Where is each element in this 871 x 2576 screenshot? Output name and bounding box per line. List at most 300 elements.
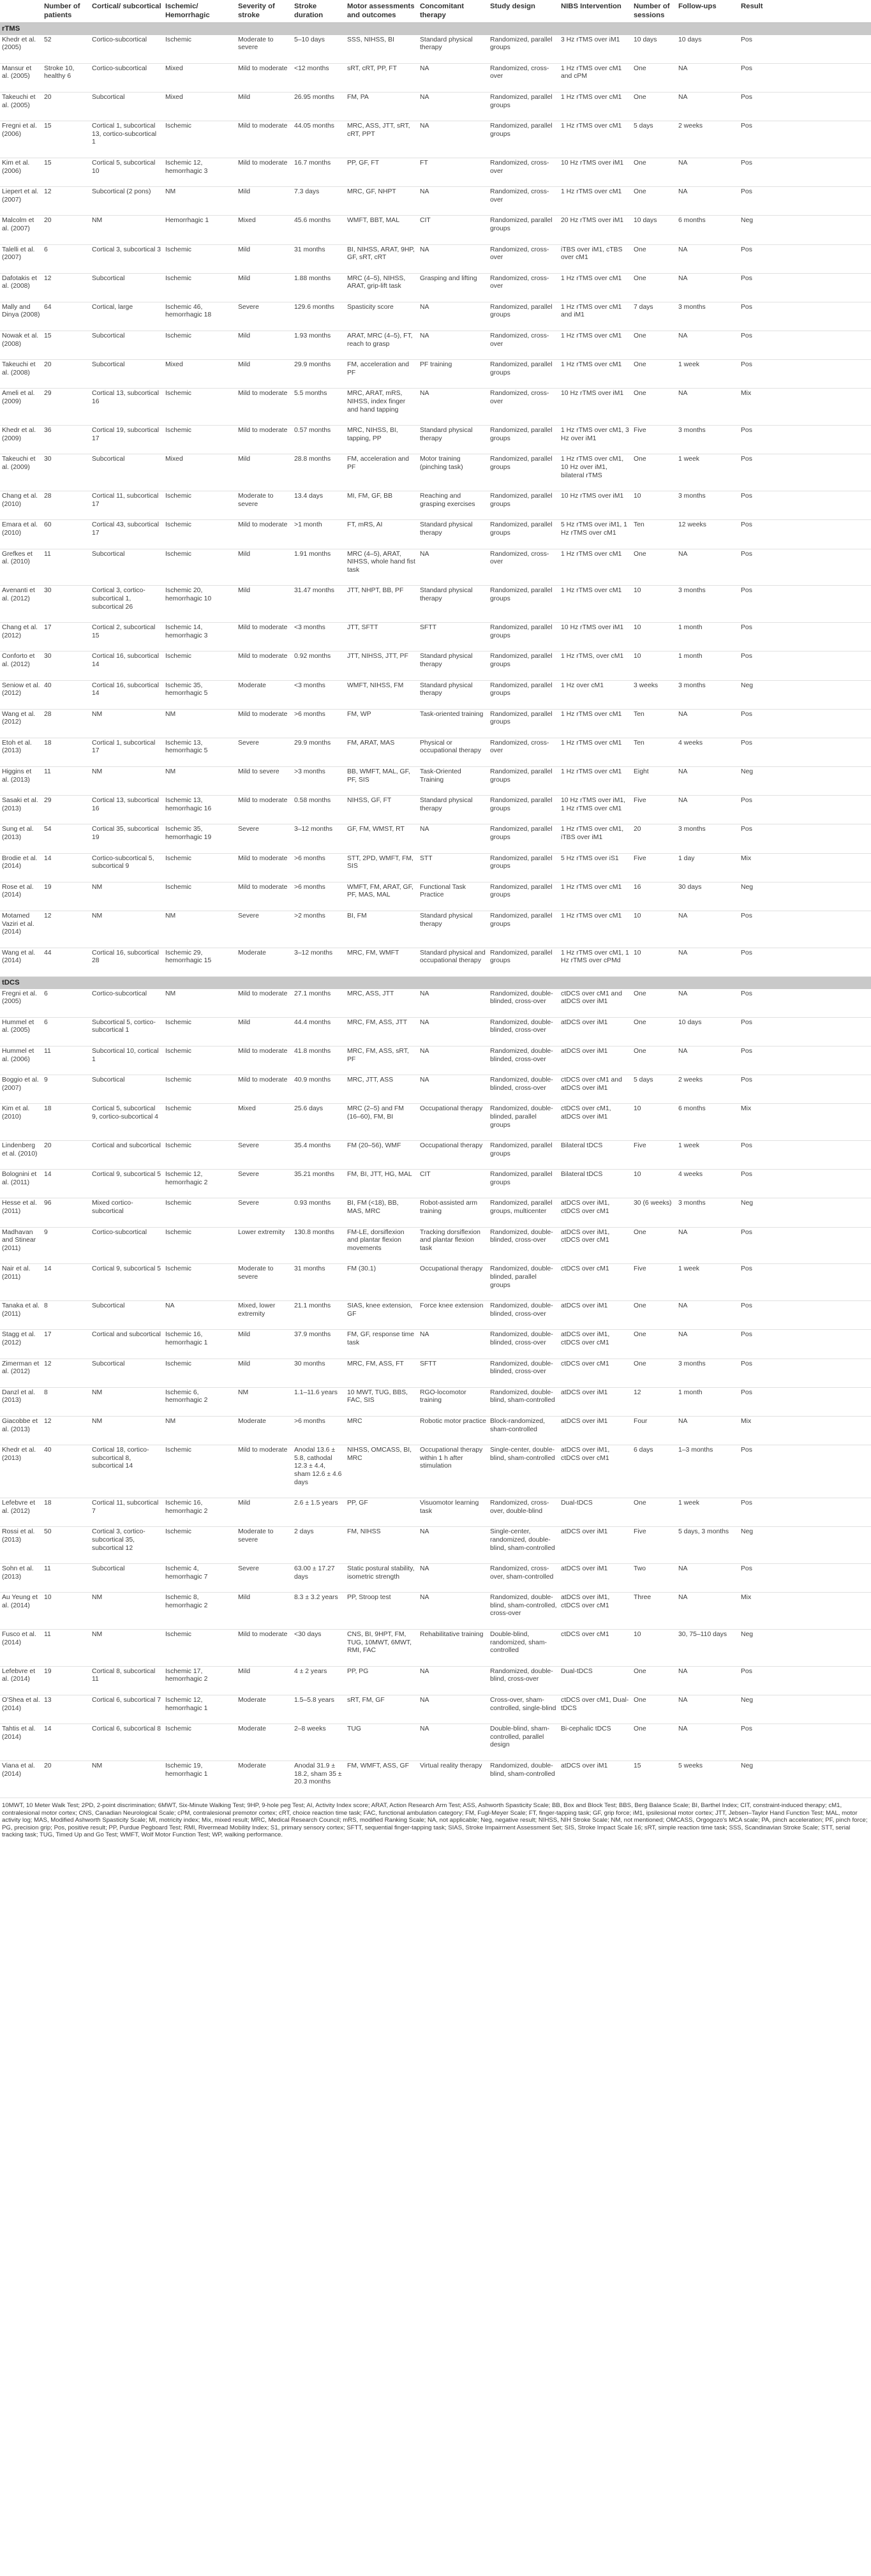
table-cell: 35.4 months: [292, 1141, 345, 1170]
table-cell: 14: [42, 1170, 90, 1198]
table-cell: Ischemic: [163, 549, 236, 586]
table-cell: 35.21 months: [292, 1170, 345, 1198]
table-cell: Mild: [236, 549, 292, 586]
table-cell: 10: [632, 623, 676, 651]
table-cell: 12: [42, 1359, 90, 1387]
table-cell: Standard physical therapy: [418, 651, 488, 680]
table-cell: 19: [42, 882, 90, 911]
table-cell: Randomized, double-blind, sham-controlled: [488, 1387, 559, 1416]
table-cell: Pos: [739, 824, 871, 853]
table-cell: Pos: [739, 121, 871, 158]
table-cell: NA: [418, 389, 488, 426]
table-cell: Mild: [236, 1330, 292, 1359]
table-cell: One: [632, 244, 676, 273]
table-cell: NIHSS, OMCASS, BI, MRC: [345, 1445, 418, 1498]
table-cell: Mild to moderate: [236, 63, 292, 92]
table-cell: NA: [676, 709, 739, 738]
table-cell: One: [632, 331, 676, 360]
table-cell: 60: [42, 520, 90, 549]
table-cell: 6: [42, 1017, 90, 1046]
table-cell: Subcortical: [90, 92, 163, 121]
table-cell: Randomized, parallel groups: [488, 92, 559, 121]
table-cell: 36: [42, 426, 90, 454]
table-cell: Randomized, double-blind, cross-over: [488, 1666, 559, 1695]
table-row: [0, 158, 871, 186]
table-cell: Hummel et al. (2006): [0, 1046, 42, 1075]
table-cell: Pos: [739, 426, 871, 454]
table-cell: Fusco et al. (2014): [0, 1630, 42, 1667]
table-cell: Ischemic 35, hemorrhagic 19: [163, 824, 236, 853]
table-cell: 17: [42, 1330, 90, 1359]
table-cell: Ischemic 46, hemorrhagic 18: [163, 302, 236, 331]
table-cell: 10 Hz rTMS over iM1: [559, 389, 632, 426]
table-cell: NA: [418, 92, 488, 121]
table-cell: NA: [418, 244, 488, 273]
table-cell: Ischemic 13, hemorrhagic 16: [163, 796, 236, 824]
table-row: [0, 1527, 871, 1564]
table-cell: Ischemic: [163, 1724, 236, 1761]
table-cell: 11: [42, 1630, 90, 1667]
table-cell: Cortical 9, subcortical 5: [90, 1170, 163, 1198]
table-cell: Emara et al. (2010): [0, 520, 42, 549]
table-cell: SIAS, knee extension, GF: [345, 1301, 418, 1330]
table-cell: Three: [632, 1593, 676, 1630]
table-cell: Five: [632, 1141, 676, 1170]
table-row: [0, 1695, 871, 1724]
table-cell: 26.95 months: [292, 92, 345, 121]
table-cell: 1–3 months: [676, 1445, 739, 1498]
table-cell: FM, acceleration and PF: [345, 360, 418, 389]
table-cell: Mansur et al. (2005): [0, 63, 42, 92]
table-cell: 30: [42, 454, 90, 491]
table-row: [0, 63, 871, 92]
table-cell: BI, FM: [345, 911, 418, 948]
table-cell: Pos: [739, 1170, 871, 1198]
table-cell: 16.7 months: [292, 158, 345, 186]
header-ischemic-hemorrhagic: Ischemic/ Hemorrhagic: [163, 0, 236, 23]
table-cell: MRC: [345, 1416, 418, 1445]
table-cell: Pos: [739, 738, 871, 766]
table-cell: Hummel et al. (2005): [0, 1017, 42, 1046]
table-cell: 29.9 months: [292, 360, 345, 389]
table-cell: Subcortical: [90, 1301, 163, 1330]
table-cell: Cortico-subcortical: [90, 989, 163, 1018]
table-cell: <3 months: [292, 623, 345, 651]
table-cell: Pos: [739, 187, 871, 216]
table-cell: Mild: [236, 273, 292, 302]
table-cell: Neg: [739, 882, 871, 911]
table-cell: 10: [632, 948, 676, 976]
table-cell: 12: [632, 1387, 676, 1416]
table-cell: FM, WP: [345, 709, 418, 738]
table-cell: Ischemic 14, hemorrhagic 3: [163, 623, 236, 651]
table-cell: 1 month: [676, 1387, 739, 1416]
table-cell: MRC, FM, WMFT: [345, 948, 418, 976]
table-cell: Mixed: [236, 216, 292, 244]
table-cell: Cortical 19, subcortical 17: [90, 426, 163, 454]
table-cell: Ischemic 16, hemorrhagic 2: [163, 1498, 236, 1527]
table-cell: Five: [632, 1527, 676, 1564]
table-row: [0, 302, 871, 331]
table-cell: 63.00 ± 17.27 days: [292, 1564, 345, 1593]
table-cell: Mix: [739, 389, 871, 426]
table-cell: 31 months: [292, 244, 345, 273]
table-cell: NA: [676, 389, 739, 426]
table-cell: Mixed: [163, 92, 236, 121]
table-cell: atDCS over iM1: [559, 1017, 632, 1046]
table-cell: ctDCS over cM1 and atDCS over iM1: [559, 989, 632, 1018]
table-cell: Two: [632, 1564, 676, 1593]
table-cell: Mild to moderate: [236, 520, 292, 549]
table-cell: Mild to moderate: [236, 623, 292, 651]
table-cell: MRC (4–5), ARAT, NIHSS, whole hand fist task: [345, 549, 418, 586]
table-cell: One: [632, 273, 676, 302]
table-cell: Randomized, cross-over: [488, 389, 559, 426]
table-cell: WMFT, BBT, MAL: [345, 216, 418, 244]
table-cell: NA: [676, 1593, 739, 1630]
table-cell: MRC, ARAT, mRS, NIHSS, index finger and hand tapping: [345, 389, 418, 426]
table-cell: 1 Hz rTMS over cM1: [559, 273, 632, 302]
table-cell: 12: [42, 911, 90, 948]
table-cell: Mild to moderate: [236, 853, 292, 882]
table-cell: 10: [632, 491, 676, 520]
table-cell: Mix: [739, 1104, 871, 1141]
table-cell: Ischemic: [163, 1141, 236, 1170]
table-cell: ctDCS over cM1 and atDCS over iM1: [559, 1075, 632, 1104]
table-cell: 30: [42, 651, 90, 680]
table-cell: 11: [42, 767, 90, 796]
table-cell: NM: [163, 187, 236, 216]
table-cell: Motamed Vaziri et al. (2014): [0, 911, 42, 948]
table-cell: Subcortical: [90, 360, 163, 389]
table-cell: Five: [632, 853, 676, 882]
table-cell: 3 months: [676, 426, 739, 454]
table-cell: Randomized, parallel groups: [488, 882, 559, 911]
table-cell: JTT, NIHSS, JTT, PF: [345, 651, 418, 680]
table-cell: 1 Hz rTMS over cM1 and iM1: [559, 302, 632, 331]
table-cell: Randomized, parallel groups: [488, 709, 559, 738]
table-cell: Au Yeung et al. (2014): [0, 1593, 42, 1630]
table-cell: Cortical 43, subcortical 17: [90, 520, 163, 549]
table-row: [0, 216, 871, 244]
table-cell: Ischemic: [163, 1104, 236, 1141]
table-cell: 1 Hz rTMS over cM1: [559, 709, 632, 738]
table-cell: 20: [42, 360, 90, 389]
table-cell: Mild to moderate: [236, 389, 292, 426]
table-row: [0, 948, 871, 976]
table-cell: Cortical 3, cortico-subcortical 1, subcortical 26: [90, 586, 163, 623]
header-severity: Severity of stroke: [236, 0, 292, 23]
table-cell: Takeuchi et al. (2005): [0, 92, 42, 121]
table-cell: 9: [42, 1227, 90, 1264]
table-row: [0, 454, 871, 491]
table-cell: Standard physical therapy: [418, 796, 488, 824]
table-cell: 1 Hz rTMS over cM1: [559, 187, 632, 216]
table-cell: Randomized, double-blinded, cross-over: [488, 1075, 559, 1104]
table-cell: Sung et al. (2013): [0, 824, 42, 853]
table-cell: 14: [42, 1264, 90, 1301]
table-cell: 7.3 days: [292, 187, 345, 216]
table-cell: Ischemic: [163, 389, 236, 426]
table-cell: Randomized, cross-over: [488, 738, 559, 766]
table-cell: MRC, FM, ASS, FT: [345, 1359, 418, 1387]
table-cell: Khedr et al. (2013): [0, 1445, 42, 1498]
table-cell: NA: [163, 1301, 236, 1330]
table-cell: 0.93 months: [292, 1198, 345, 1227]
table-cell: One: [632, 1046, 676, 1075]
table-cell: Mild to moderate: [236, 882, 292, 911]
table-cell: NA: [676, 187, 739, 216]
table-row: [0, 1666, 871, 1695]
table-cell: Neg: [739, 767, 871, 796]
table-cell: Standard physical and occupational therapy: [418, 948, 488, 976]
table-cell: Pos: [739, 302, 871, 331]
table-cell: NA: [676, 1330, 739, 1359]
section-label: tDCS: [0, 976, 871, 988]
header-study-design: Study design: [488, 0, 559, 23]
table-cell: NM: [163, 767, 236, 796]
table-cell: Standard physical therapy: [418, 911, 488, 948]
table-cell: Bilateral tDCS: [559, 1170, 632, 1198]
table-cell: 40: [42, 680, 90, 709]
table-cell: Mild to moderate: [236, 989, 292, 1018]
table-cell: Cortical 9, subcortical 5: [90, 1264, 163, 1301]
table-cell: Ischemic: [163, 1046, 236, 1075]
table-cell: Madhavan and Stinear (2011): [0, 1227, 42, 1264]
table-cell: Ten: [632, 738, 676, 766]
table-cell: Chang et al. (2012): [0, 623, 42, 651]
table-cell: 1 Hz rTMS over cM1 and cPM: [559, 63, 632, 92]
table-cell: NA: [676, 1046, 739, 1075]
table-cell: 5 weeks: [676, 1761, 739, 1798]
table-cell: 31.47 months: [292, 586, 345, 623]
table-cell: 11: [42, 549, 90, 586]
table-cell: 44.05 months: [292, 121, 345, 158]
table-cell: 3 months: [676, 491, 739, 520]
table-cell: PP, GF: [345, 1498, 418, 1527]
header-number-of-patients: Number of patients: [42, 0, 90, 23]
table-cell: 8.3 ± 3.2 years: [292, 1593, 345, 1630]
table-cell: <3 months: [292, 680, 345, 709]
table-cell: Anodal 13.6 ± 5.8, cathodal 12.3 ± 4.4, sham 12.6 ± 4.6 days: [292, 1445, 345, 1498]
header-stroke-duration: Stroke duration: [292, 0, 345, 23]
table-cell: Stagg et al. (2012): [0, 1330, 42, 1359]
table-cell: Occupational therapy: [418, 1104, 488, 1141]
table-cell: Randomized, double-blind, sham-controlled: [488, 1761, 559, 1798]
table-row: [0, 1498, 871, 1527]
table-cell: FM, BI, JTT, HG, MAL: [345, 1170, 418, 1198]
table-cell: Severe: [236, 738, 292, 766]
table-cell: Ischemic: [163, 491, 236, 520]
table-cell: NA: [676, 158, 739, 186]
table-cell: 1.91 months: [292, 549, 345, 586]
table-cell: atDCS over iM1: [559, 1301, 632, 1330]
table-cell: Cortical 16, subcortical 28: [90, 948, 163, 976]
table-cell: Higgins et al. (2013): [0, 767, 42, 796]
header-cortical-subcortical: Cortical/ subcortical: [90, 0, 163, 23]
table-cell: Physical or occupational therapy: [418, 738, 488, 766]
table-cell: One: [632, 454, 676, 491]
table-cell: 3 months: [676, 1359, 739, 1387]
table-cell: 1.5–5.8 years: [292, 1695, 345, 1724]
table-cell: NM: [90, 1416, 163, 1445]
table-cell: RGO-locomotor training: [418, 1387, 488, 1416]
table-cell: Cortical and subcortical: [90, 1141, 163, 1170]
table-cell: Randomized, parallel groups: [488, 767, 559, 796]
table-cell: Cortico-subcortical: [90, 63, 163, 92]
table-cell: 3 Hz rTMS over iM1: [559, 35, 632, 64]
table-cell: 28.8 months: [292, 454, 345, 491]
table-cell: 2–8 weeks: [292, 1724, 345, 1761]
table-cell: Ischemic 6, hemorrhagic 2: [163, 1387, 236, 1416]
table-cell: >6 months: [292, 853, 345, 882]
table-cell: 1.1–11.6 years: [292, 1387, 345, 1416]
table-cell: 3 months: [676, 1198, 739, 1227]
table-cell: Randomized, double-blinded, parallel groups: [488, 1264, 559, 1301]
table-cell: atDCS over iM1: [559, 1046, 632, 1075]
table-cell: PP, GF, FT: [345, 158, 418, 186]
table-cell: 12: [42, 273, 90, 302]
table-cell: Neg: [739, 216, 871, 244]
table-cell: Randomized, parallel groups: [488, 1170, 559, 1198]
table-cell: Standard physical therapy: [418, 35, 488, 64]
table-cell: Cortical 5, subcortical 9, cortico-subcortical 4: [90, 1104, 163, 1141]
table-cell: 29: [42, 389, 90, 426]
table-cell: Mild: [236, 187, 292, 216]
table-cell: atDCS over iM1, ctDCS over cM1: [559, 1198, 632, 1227]
table-cell: atDCS over iM1, ctDCS over cM1: [559, 1330, 632, 1359]
table-cell: FM, ARAT, MAS: [345, 738, 418, 766]
table-cell: WMFT, FM, ARAT, GF, PF, MAS, MAL: [345, 882, 418, 911]
table-cell: 18: [42, 1498, 90, 1527]
table-row: [0, 92, 871, 121]
table-footnote: 10MWT, 10 Meter Walk Test; 2PD, 2-point discrimination; 6MWT, Six-Minute Walking Test; 9HP, 9-hole peg Test; AI, Activity Index score; ARAT, Action Research Arm Test; ASS, Ashworth Spasticity Scale; BB, Box and Block Test; BBS, Berg Balance Scale; BI, Barthel Index; CIT, constraint-induced therapy; cM1, contralesional motor cortex; CNS, Canadian Neurological Scale; cPM, contralesional premotor cortex; cRT, choice reaction time task; FAC, functional ambulation category; FM, Fugl-Meyer Scale; FT, finger-tapping task; GF, grip force; iM1, ipsilesional motor cortex; JTT, Jebsen–Taylor Hand Function Test; MAL, motor activity log; MAS, Modified Ashworth Spasticity Scale; MI, motricity index; Mix, mixed result; MRC, Medical Research Council; mRS, modified Ranking Scale; NA, not applicable; Neg, negative result; NIHSS, NIH Stroke Scale; NM, not mentioned; OMCASS, Orgogozo's MCA scale; PA, pinch acceleration; PF, pinch force; PG, precision grip; Pos, positive result; PP, Purdue Pegboard Test; RMI, Rivermead Mobility Index; S1, primary sensory cortex; SFTT, sequential finger-tapping task; SIAS, Stroke Impairment Assessment Set; SIS, Stroke Impact Scale 16; sRT, simple reaction time task; SSS, Scandinavian Stroke Scale; STT, serial tracking task; TUG, Timed Up and Go Test; WMFT, Wolf Motor Function Test; WP, walking performance.: [2, 1802, 868, 1839]
table-cell: >6 months: [292, 1416, 345, 1445]
table-row: [0, 35, 871, 64]
table-cell: Neg: [739, 1761, 871, 1798]
table-cell: Mixed: [163, 360, 236, 389]
table-cell: 40.9 months: [292, 1075, 345, 1104]
table-cell: Tanaka et al. (2011): [0, 1301, 42, 1330]
table-cell: NA: [418, 1666, 488, 1695]
table-cell: STT, 2PD, WMFT, FM, SIS: [345, 853, 418, 882]
table-cell: NA: [418, 1075, 488, 1104]
table-cell: SSS, NIHSS, BI: [345, 35, 418, 64]
table-cell: NIHSS, GF, FT: [345, 796, 418, 824]
table-cell: 31 months: [292, 1264, 345, 1301]
table-cell: Kim et al. (2010): [0, 1104, 42, 1141]
table-cell: 1 month: [676, 651, 739, 680]
table-cell: Cortical 13, subcortical 16: [90, 389, 163, 426]
table-cell: NA: [676, 273, 739, 302]
table-cell: Functional Task Practice: [418, 882, 488, 911]
table-cell: 2 weeks: [676, 1075, 739, 1104]
table-cell: Cortical 3, cortico-subcortical 35, subcortical 12: [90, 1527, 163, 1564]
table-cell: Mild: [236, 1593, 292, 1630]
table-cell: Neg: [739, 1527, 871, 1564]
table-cell: Ischemic: [163, 1630, 236, 1667]
table-cell: NA: [676, 1564, 739, 1593]
table-row: [0, 389, 871, 426]
table-cell: Mild: [236, 244, 292, 273]
table-cell: 10: [632, 586, 676, 623]
table-cell: Hesse et al. (2011): [0, 1198, 42, 1227]
table-cell: >6 months: [292, 709, 345, 738]
table-cell: Ischemic: [163, 35, 236, 64]
table-cell: Cortical 16, subcortical 14: [90, 680, 163, 709]
table-cell: Ischemic: [163, 1264, 236, 1301]
table-cell: Mix: [739, 1593, 871, 1630]
table-cell: 10: [632, 1104, 676, 1141]
table-cell: PP, Stroop test: [345, 1593, 418, 1630]
table-cell: Tracking dorsiflexion and plantar flexion task: [418, 1227, 488, 1264]
table-cell: Hemorrhagic 1: [163, 216, 236, 244]
table-cell: Stroke 10, healthy 6: [42, 63, 90, 92]
table-cell: NA: [676, 911, 739, 948]
table-cell: Severe: [236, 302, 292, 331]
table-cell: NM: [163, 989, 236, 1018]
table-cell: 20: [42, 216, 90, 244]
table-cell: Mild: [236, 586, 292, 623]
table-cell: Block-randomized, sham-controlled: [488, 1416, 559, 1445]
header-motor-assessments: Motor assessments and outcomes: [345, 0, 418, 23]
table-cell: CNS, BI, 9HPT, FM, TUG, 10MWT, 6MWT, RMI, FAC: [345, 1630, 418, 1667]
table-cell: Rehabilitative training: [418, 1630, 488, 1667]
table-cell: 1 week: [676, 1498, 739, 1527]
table-cell: Danzl et al. (2013): [0, 1387, 42, 1416]
table-cell: Ischemic: [163, 1198, 236, 1227]
table-cell: 1 week: [676, 360, 739, 389]
table-cell: 28: [42, 709, 90, 738]
table-cell: Force knee extension: [418, 1301, 488, 1330]
table-cell: Pos: [739, 454, 871, 491]
table-cell: TUG: [345, 1724, 418, 1761]
table-cell: Lefebvre et al. (2012): [0, 1498, 42, 1527]
table-cell: Randomized, parallel groups: [488, 360, 559, 389]
table-cell: NA: [418, 121, 488, 158]
table-cell: Mild to moderate: [236, 1046, 292, 1075]
table-cell: 10 days: [676, 1017, 739, 1046]
table-cell: Malcolm et al. (2007): [0, 216, 42, 244]
table-cell: 1 Hz rTMS over cM1: [559, 92, 632, 121]
table-cell: Task-oriented training: [418, 709, 488, 738]
table-cell: Mild: [236, 1666, 292, 1695]
table-cell: 3 months: [676, 586, 739, 623]
table-cell: Nair et al. (2011): [0, 1264, 42, 1301]
table-cell: Subcortical: [90, 454, 163, 491]
table-cell: 3–12 months: [292, 948, 345, 976]
table-cell: Randomized, parallel groups: [488, 520, 559, 549]
table-cell: Pos: [739, 1498, 871, 1527]
table-cell: FM (30.1): [345, 1264, 418, 1301]
table-cell: MRC, GF, NHPT: [345, 187, 418, 216]
table-cell: 15: [632, 1761, 676, 1798]
table-header: [0, 0, 871, 23]
table-cell: SFTT: [418, 1359, 488, 1387]
header-study: [0, 0, 42, 23]
table-cell: One: [632, 1359, 676, 1387]
table-cell: NA: [676, 63, 739, 92]
table-cell: 1 Hz over cM1: [559, 680, 632, 709]
table-cell: Randomized, parallel groups: [488, 853, 559, 882]
table-row: [0, 586, 871, 623]
table-cell: Zimerman et al. (2012): [0, 1359, 42, 1387]
table-cell: Boggio et al. (2007): [0, 1075, 42, 1104]
table-cell: Moderate to severe: [236, 35, 292, 64]
table-cell: atDCS over iM1: [559, 1564, 632, 1593]
table-cell: Standard physical therapy: [418, 586, 488, 623]
table-cell: Mild: [236, 1498, 292, 1527]
